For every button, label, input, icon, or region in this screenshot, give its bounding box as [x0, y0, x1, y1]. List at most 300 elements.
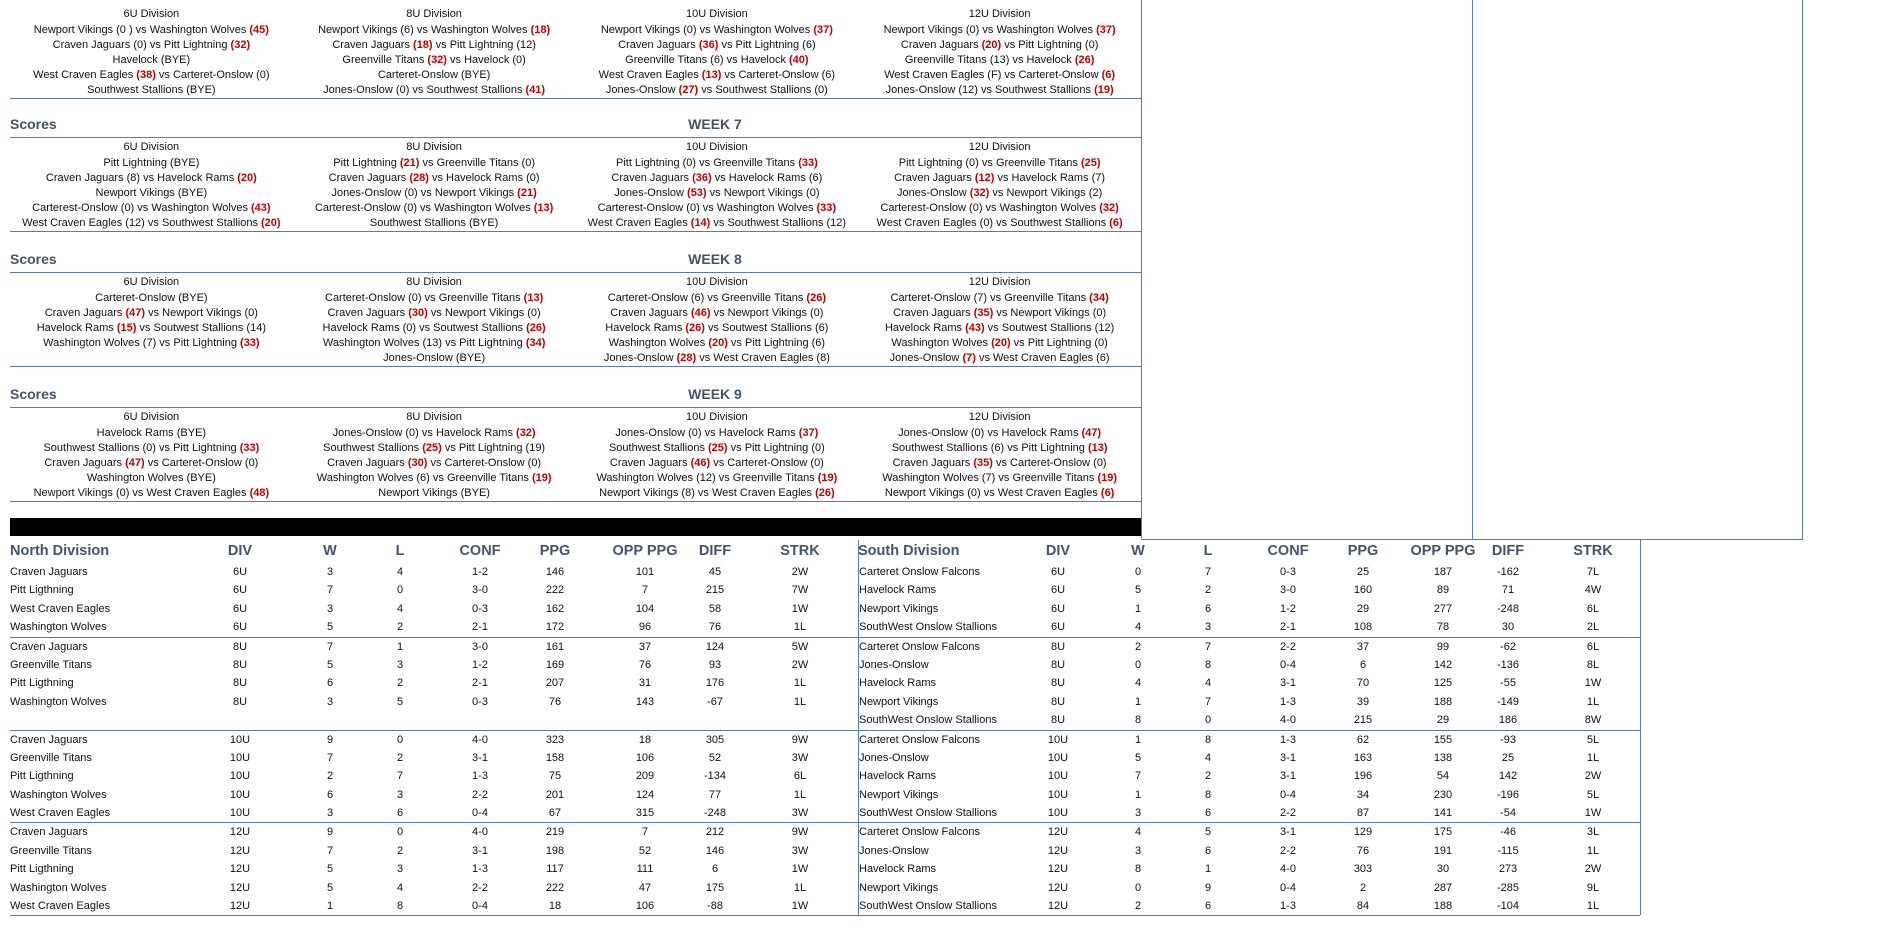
division-column: [293, 5, 576, 98]
north-division-standings: [10, 540, 858, 916]
stat-cell: -134: [703, 770, 727, 783]
team-name: West Craven Eagles: [10, 807, 111, 820]
game-result: [576, 456, 859, 471]
stat-cell: 1W: [1584, 677, 1602, 690]
standings-row: [10, 656, 858, 674]
game-text: Jones-Onslow: [603, 352, 677, 364]
stat-cell: -149: [1496, 695, 1520, 708]
game-result: [293, 426, 576, 441]
stat-cell: 3: [1134, 807, 1142, 820]
standings-row: [858, 860, 1640, 878]
winner-score: (21): [399, 157, 420, 169]
game-text: Newport Vikings (0 ) vs Washington Wolves: [33, 24, 250, 36]
game-result: [10, 201, 293, 216]
game-text: West Craven Eagles (F) vs Carteret-Onslow: [884, 69, 1102, 81]
stat-cell: 196: [1353, 770, 1373, 783]
game-result: [293, 441, 576, 456]
stat-cell: 277: [1433, 602, 1453, 615]
stat-cell: 2: [396, 621, 404, 634]
stat-cell: 8: [1204, 733, 1212, 746]
game-text: vs Pitt Lightning (0): [727, 442, 825, 454]
stat-cell: 52: [638, 844, 652, 857]
section-header: [10, 115, 1141, 138]
stat-cell: 5: [326, 881, 334, 894]
team-name: Craven Jaguars: [10, 733, 88, 746]
game-text: Jones-Onslow (0) vs Newport Vikings: [331, 187, 518, 199]
game-result: [293, 216, 576, 231]
game-text: Washington Wolves: [891, 337, 992, 349]
stat-cell: -46: [1500, 826, 1516, 839]
team-name: SouthWest Onslow Stallions: [859, 714, 997, 727]
stat-cell: 146: [545, 566, 565, 578]
winner-score: (26): [685, 322, 705, 334]
winner-score: (25): [708, 442, 728, 454]
team-name: SouthWest Onslow Stallions: [859, 807, 997, 820]
column-header: L: [1203, 543, 1213, 559]
game-text: Greenville Titans: [342, 54, 428, 66]
column-header: DIFF: [1491, 543, 1525, 559]
division-column: [858, 138, 1141, 231]
stat-cell: 4: [1134, 826, 1142, 839]
column-header: W: [1131, 543, 1145, 559]
stat-cell: 2: [1359, 881, 1367, 894]
stat-cell: 323: [545, 733, 565, 746]
stat-cell: 4-0: [1280, 863, 1296, 876]
winner-score: (18): [530, 24, 551, 36]
standings-header-row: [858, 540, 1640, 563]
standings-row: [858, 656, 1640, 674]
game-text: vs Soutwest Stallions (12): [984, 322, 1115, 334]
game-text: vs Havelock Rams (0): [428, 172, 540, 184]
winner-score: (20): [708, 337, 728, 349]
week-title: WEEK 8: [688, 251, 742, 267]
game-result: [858, 68, 1141, 83]
game-text: West Craven Eagles (0) vs Southwest Stallions: [876, 217, 1110, 229]
game-text: Craven Jaguars: [610, 307, 691, 319]
winner-score: (20): [261, 217, 281, 229]
game-result: [576, 471, 859, 486]
winner-score: (26): [815, 487, 835, 499]
standings-row: [10, 638, 858, 656]
stat-cell: 30: [1436, 863, 1450, 876]
stat-cell: 2W: [791, 566, 809, 578]
game-result: [576, 83, 859, 98]
team-name: Craven Jaguars: [10, 640, 88, 653]
team-name: Jones-Onslow: [859, 844, 929, 857]
stat-cell: 6: [396, 807, 404, 820]
team-name: Pitt Ligthning: [10, 677, 74, 690]
team-name: Jones-Onslow: [859, 658, 929, 671]
game-text: Newport Vikings (0) vs Washington Wolves: [883, 24, 1097, 36]
stat-cell: 7: [326, 844, 334, 857]
division-column: [10, 273, 293, 366]
winner-score: (26): [526, 322, 546, 334]
stat-cell: 3: [1204, 621, 1212, 634]
stat-cell: 12U: [229, 844, 251, 857]
stat-cell: 10U: [229, 751, 251, 764]
game-result: [576, 291, 859, 306]
winner-score: (36): [692, 172, 712, 184]
game-text: Havelock (BYE): [112, 54, 191, 66]
division-header: 8U Division: [406, 411, 462, 423]
stat-cell: 3-1: [1280, 677, 1296, 690]
division-header: 6U Division: [123, 8, 180, 20]
game-text: Carteret-Onslow (6) vs Greenville Titans: [607, 292, 807, 304]
stat-cell: 45: [708, 566, 722, 578]
game-text: West Craven Eagles: [598, 69, 702, 81]
game-text: Washington Wolves (BYE): [86, 472, 216, 484]
stat-cell: 2W: [791, 658, 809, 671]
standings-row: [858, 786, 1640, 804]
stat-cell: 0-4: [472, 900, 488, 913]
stat-cell: 4-0: [472, 826, 488, 839]
stat-cell: 1-2: [1280, 602, 1296, 615]
game-text: vs Carteret-Onslow (6): [721, 69, 836, 81]
team-name: Washington Wolves: [10, 695, 107, 708]
game-text: Craven Jaguars: [327, 307, 409, 319]
game-result: [293, 351, 576, 366]
stat-cell: 8: [1134, 863, 1142, 876]
team-name: Washington Wolves: [10, 788, 107, 801]
stat-cell: 5: [396, 695, 404, 708]
stat-cell: 37: [1356, 640, 1370, 653]
division-column: [576, 408, 859, 501]
game-result: [858, 171, 1141, 186]
winner-score: (35): [973, 457, 993, 469]
scores-label: Scores: [10, 251, 57, 267]
stat-cell: 70: [1356, 677, 1370, 690]
stat-cell: 12U: [229, 863, 251, 876]
game-text: Newport Vikings (0) vs West Craven Eagles: [33, 487, 250, 499]
game-result: [10, 216, 293, 231]
stat-cell: 4-0: [1280, 714, 1296, 727]
stat-cell: -248: [703, 807, 727, 820]
game-result: [858, 321, 1141, 336]
section-header: [10, 250, 1141, 273]
game-result: [10, 23, 293, 38]
column-header: CONF: [1267, 543, 1309, 559]
standings-row: [10, 600, 858, 618]
week-title: WEEK 9: [688, 386, 742, 402]
winner-score: (43): [965, 322, 985, 334]
stat-cell: 6L: [1586, 640, 1600, 653]
stat-cell: 30: [1501, 621, 1515, 634]
team-name: Carteret Onslow Falcons: [859, 566, 981, 578]
grid-line: [1141, 0, 1142, 538]
game-result: [293, 486, 576, 501]
stat-cell: 6U: [232, 584, 248, 597]
stat-cell: 1W: [791, 602, 809, 615]
game-text: vs Newport Vikings (0): [427, 307, 541, 319]
game-text: vs Pitt Lightning (19): [441, 442, 546, 454]
game-text: vs West Craven Eagles (8): [696, 352, 830, 364]
stat-cell: 3: [326, 602, 334, 615]
grid-line: [858, 540, 859, 915]
stat-cell: 0: [1134, 881, 1142, 894]
stat-cell: 10U: [229, 770, 251, 783]
stat-cell: 2L: [1586, 621, 1600, 634]
game-result: [293, 471, 576, 486]
stat-cell: 161: [545, 640, 565, 653]
stat-cell: 6L: [793, 770, 807, 783]
game-result: [10, 68, 293, 83]
column-header: STRK: [780, 543, 820, 559]
stat-cell: 10U: [1047, 770, 1069, 783]
stat-cell: 25: [1501, 751, 1515, 764]
stat-cell: 0: [1134, 566, 1142, 578]
stat-cell: 8U: [1050, 677, 1066, 690]
stat-cell: 9W: [791, 733, 809, 746]
game-result: [10, 471, 293, 486]
division-header: 12U Division: [968, 276, 1031, 288]
stat-cell: 3-1: [1280, 770, 1296, 783]
stat-cell: 8U: [1050, 714, 1066, 727]
stat-cell: 89: [1436, 584, 1450, 597]
stat-cell: 1L: [793, 788, 807, 801]
grid-line: [1640, 540, 1641, 915]
winner-score: (19): [1097, 472, 1117, 484]
game-result: [10, 336, 293, 351]
stat-cell: 2: [396, 677, 404, 690]
stat-cell: 175: [705, 881, 725, 894]
game-text: Havelock Rams: [36, 322, 117, 334]
game-result: [858, 426, 1141, 441]
south-division-standings: [858, 540, 1640, 916]
game-result: [293, 53, 576, 68]
stat-cell: 1W: [1584, 807, 1602, 820]
game-text: Pitt Lightning (0) vs Greenville Titans: [615, 157, 799, 169]
standings-row: [858, 600, 1640, 618]
stat-cell: 4: [396, 566, 404, 578]
winner-score: (25): [422, 442, 442, 454]
stat-cell: 76: [638, 658, 652, 671]
game-result: [858, 456, 1141, 471]
stat-cell: 1: [1134, 788, 1142, 801]
game-result: [576, 156, 859, 171]
stat-cell: 4: [1204, 677, 1212, 690]
stat-cell: 3: [396, 788, 404, 801]
game-text: Newport Vikings (6) vs Washington Wolves: [318, 24, 531, 36]
game-result: [858, 471, 1141, 486]
game-text: Carterest-Onslow (0) vs Washington Wolves: [597, 202, 817, 214]
team-name: Havelock Rams: [859, 863, 937, 876]
game-result: [576, 38, 859, 53]
stat-cell: 3W: [791, 807, 809, 820]
stat-cell: 0-4: [1280, 788, 1296, 801]
game-text: Craven Jaguars: [609, 457, 691, 469]
stat-cell: 4: [396, 881, 404, 894]
column-header: L: [395, 543, 405, 559]
game-result: [10, 306, 293, 321]
stat-cell: 7: [326, 584, 334, 597]
game-text: West Craven Eagles: [33, 69, 137, 81]
game-text: vs Carteret-Onslow (0): [144, 457, 259, 469]
stat-cell: 6: [1204, 807, 1212, 820]
column-header: DIFF: [698, 543, 732, 559]
stat-cell: 18: [548, 900, 562, 913]
stat-cell: 37: [638, 640, 652, 653]
division-header: 10U Division: [686, 141, 748, 153]
stat-cell: 198: [545, 844, 565, 857]
game-text: Carteret-Onslow (BYE): [95, 292, 208, 304]
division-column: [576, 273, 859, 366]
stat-cell: 0-3: [1280, 566, 1296, 578]
stat-cell: 75: [548, 770, 562, 783]
game-text: vs Pitt Lightning (6): [718, 39, 816, 51]
stat-cell: 2-2: [1280, 640, 1296, 653]
stat-cell: 39: [1356, 695, 1370, 708]
winner-score: (26): [1074, 54, 1095, 66]
game-text: vs Newport Vikings (0): [710, 307, 824, 319]
stat-cell: 31: [638, 677, 652, 690]
stat-cell: 3-1: [1280, 751, 1296, 764]
game-text: vs Newport Vikings (2): [989, 187, 1103, 199]
week-9-scores: [10, 385, 1141, 502]
stat-cell: 78: [1436, 621, 1450, 634]
stat-cell: 8L: [1586, 658, 1600, 671]
winner-score: (48): [249, 487, 270, 499]
game-result: [10, 186, 293, 201]
game-text: Southwest Stallions: [323, 442, 423, 454]
stat-cell: 175: [1433, 826, 1453, 839]
stat-cell: 209: [635, 770, 655, 783]
winner-score: (6): [1100, 487, 1115, 499]
division-header: 10U Division: [686, 8, 748, 20]
game-text: Carteret-Onslow (BYE): [377, 69, 491, 81]
stat-cell: 0: [396, 733, 404, 746]
winner-score: (14): [690, 217, 711, 229]
game-text: vs Havelock Rams (7): [994, 172, 1106, 184]
stat-cell: 143: [635, 695, 655, 708]
game-text: Pitt Lightning (0) vs Greenville Titans: [898, 157, 1081, 169]
standings-row: [858, 842, 1640, 860]
stat-cell: 7: [1204, 640, 1212, 653]
game-text: vs Carteret-Onslow (0): [992, 457, 1107, 469]
stat-cell: 142: [1498, 770, 1518, 783]
standings-row: [10, 860, 858, 878]
stat-cell: 129: [1353, 826, 1373, 839]
game-result: [293, 321, 576, 336]
team-name: Pitt Ligthning: [10, 863, 74, 876]
game-text: Craven Jaguars: [893, 307, 974, 319]
standings-row: [858, 879, 1640, 897]
game-result: [576, 486, 859, 501]
stat-cell: 18: [638, 733, 652, 746]
game-text: Washington Wolves (13) vs Pitt Lightning: [322, 337, 526, 349]
stat-cell: 6: [1204, 900, 1212, 913]
stat-cell: 7W: [791, 584, 809, 597]
stat-cell: 8: [1134, 714, 1142, 727]
standings-row: [10, 711, 858, 730]
winner-score: (33): [798, 157, 818, 169]
stat-cell: 2: [1204, 770, 1212, 783]
standings-row: [10, 618, 858, 637]
stat-cell: 219: [545, 826, 565, 839]
game-result: [576, 216, 859, 231]
stat-cell: 2-2: [1280, 844, 1296, 857]
standings-row: [10, 879, 858, 897]
scores-label: Scores: [10, 116, 57, 132]
game-result: [576, 171, 859, 186]
standings-row: [858, 581, 1640, 599]
stat-cell: 96: [638, 621, 652, 634]
stat-cell: 12U: [1047, 826, 1069, 839]
stat-cell: 215: [705, 584, 725, 597]
stat-cell: 8U: [1050, 640, 1066, 653]
stat-cell: 4-0: [472, 733, 488, 746]
division-column: [293, 408, 576, 501]
stat-cell: 5: [326, 658, 334, 671]
game-text: Jones-Onslow (12) vs Southwest Stallions: [885, 84, 1095, 96]
team-name: Jones-Onslow: [859, 751, 929, 764]
game-text: Washington Wolves (7) vs Greenville Titans: [882, 472, 1098, 484]
stat-cell: 1: [396, 640, 404, 653]
stat-cell: 1L: [1586, 844, 1600, 857]
stat-cell: 169: [545, 658, 565, 671]
game-text: Greenville Titans (13) vs Havelock: [904, 54, 1075, 66]
stat-cell: 124: [635, 788, 655, 801]
winner-score: (37): [798, 427, 819, 439]
division-header: 12U Division: [968, 141, 1031, 153]
stat-cell: 8U: [1050, 658, 1066, 671]
stat-cell: 5: [1134, 751, 1142, 764]
stat-cell: 12U: [1047, 863, 1069, 876]
stat-cell: 0-3: [472, 602, 488, 615]
column-header: W: [323, 543, 337, 559]
team-name: West Craven Eagles: [10, 900, 111, 913]
stat-cell: 62: [1356, 733, 1370, 746]
winner-score: (32): [427, 54, 447, 66]
stat-cell: -62: [1500, 640, 1516, 653]
stat-cell: 10U: [1047, 751, 1069, 764]
stat-cell: 1-2: [472, 658, 488, 671]
division-header: 6U Division: [123, 141, 180, 153]
team-name: Carteret Onslow Falcons: [859, 733, 981, 746]
stat-cell: 52: [708, 751, 722, 764]
stat-cell: 8: [1204, 658, 1212, 671]
stat-cell: 101: [635, 566, 655, 578]
column-header: CONF: [459, 543, 501, 559]
stat-cell: -136: [1496, 658, 1520, 671]
game-result: [10, 486, 293, 501]
game-result: [858, 53, 1141, 68]
game-result: [858, 156, 1141, 171]
winner-score: (13): [1087, 442, 1108, 454]
scores-label: Scores: [10, 386, 57, 402]
game-text: Southwest Stallions: [608, 442, 709, 454]
stat-cell: 4: [1134, 621, 1142, 634]
stat-cell: 2W: [1584, 863, 1602, 876]
stat-cell: 9W: [791, 826, 809, 839]
game-text: Craven Jaguars: [44, 457, 126, 469]
team-name: Pitt Ligthning: [10, 584, 74, 597]
stat-cell: 3: [1134, 844, 1142, 857]
stat-cell: 12U: [1047, 900, 1069, 913]
team-name: Carteret Onslow Falcons: [859, 826, 981, 839]
game-text: vs Pitt Lightning (12): [432, 39, 536, 51]
stat-cell: 29: [1436, 714, 1450, 727]
game-result: [293, 171, 576, 186]
week-6-scores: [10, 5, 1141, 99]
game-text: Washington Wolves (12) vs Greenville Titans: [596, 472, 818, 484]
stat-cell: 5L: [1586, 733, 1600, 746]
game-result: [858, 351, 1141, 366]
winner-score: (33): [240, 337, 260, 349]
standings-row: [10, 804, 858, 823]
game-result: [293, 306, 576, 321]
game-result: [576, 321, 859, 336]
game-text: Craven Jaguars: [894, 172, 975, 184]
